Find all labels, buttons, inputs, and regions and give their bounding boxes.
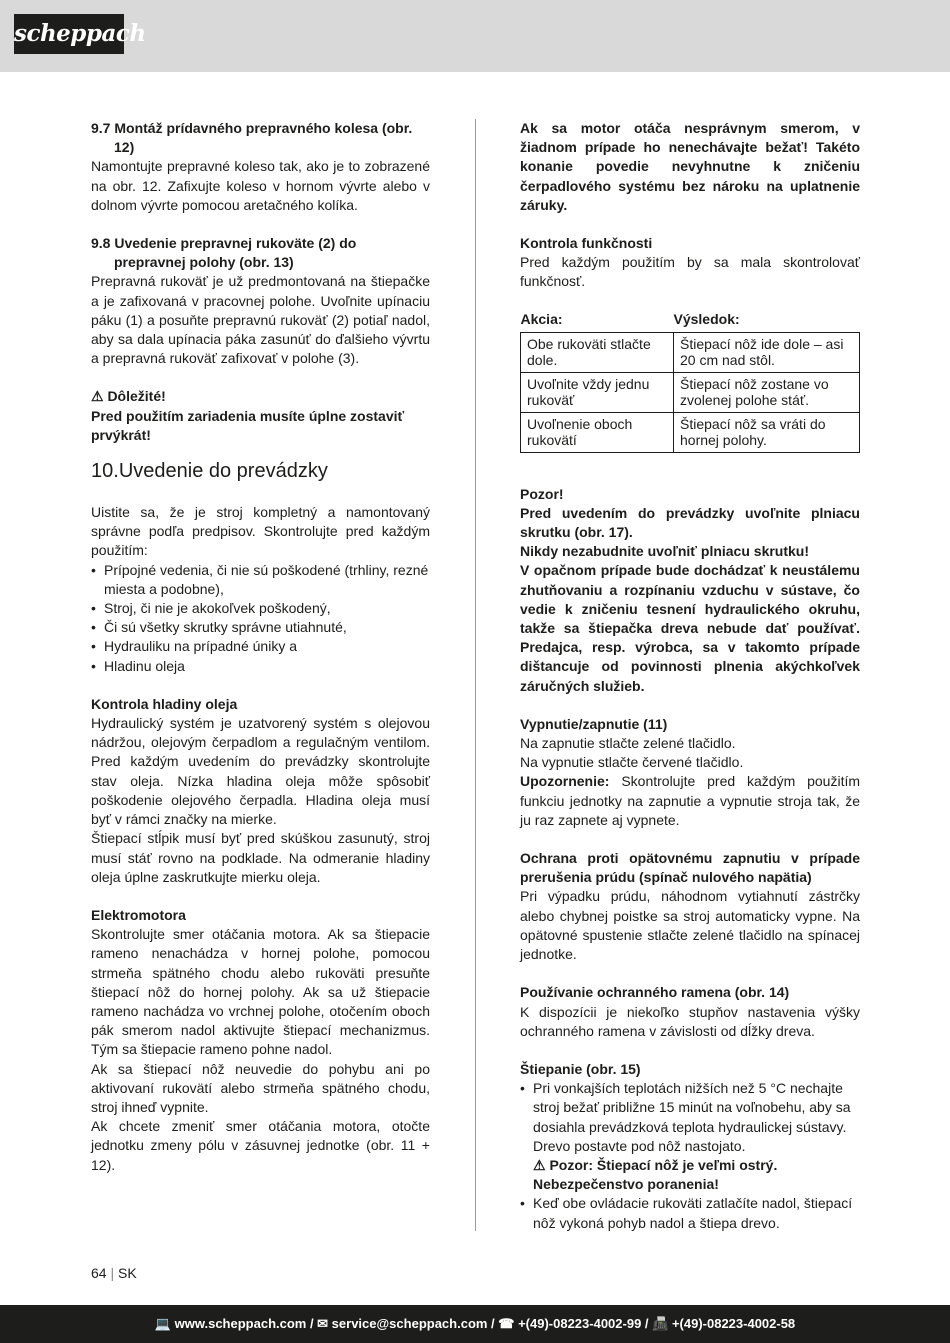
oil-check-body: Hydraulický systém je uzatvorený systém s olejovou nádržou, olejovým čerpadlom a regulačným ventilom. Pred každým uvedením do prevádzky skontrolujte stav oleja. Nízka hladina oleja môže spôsobiť poškodenie olejového čerpadla. Hladina oleja musí byť v rámci značky na mierke. [91,715,430,828]
table-cell: Štiepací nôž zostane vo zvolenej polohe stáť. [674,372,860,412]
guard-body: K dispozícii je niekoľko stupňov nastavenia výšky ochranného ramena v závislosti od dĺžky dreva. [520,1003,860,1039]
table-row [521,412,860,452]
table-cell: Uvoľnite vždy jednu rukoväť [521,372,674,412]
left-column [91,119,430,1175]
function-check-body: Pred každým použitím by sa mala skontrolovať funkčnosť. [520,254,860,290]
motor-direction-warning: Ak sa motor otáča nesprávnym smerom, v žiadnom prípade ho nenechávajte bežať! Takéto konanie povedie nevyhnutne k zničeniu čerpadlového systému bez nároku na uplatnenie záruky. [520,120,860,213]
section-9-8-title: 9.8 Uvedenie prepravnej rukoväte (2) do prepravnej polohy (obr. 13) [91,235,357,271]
restart-protection-body: Pri výpadku prúdu, náhodnom vytiahnutí zástrčky alebo chybnej poistke sa stroj automaticky vypne. Na opätovné spustenie stlačte zelené tlačidlo na spínacej jednotke. [520,888,860,963]
list-item: • Keď obe ovládacie rukoväti zatlačíte nadol, štiepací nôž vykoná pohyb nadol a štiepa drevo. [520,1194,860,1232]
table-cell: Uvoľnenie oboch rukovätí [521,412,674,452]
motor-title: Elektromotora [91,906,186,923]
pozor-text-3: V opačnom prípade bude dochádzať k neustálemu zhutňovaniu a rozpínaniu vzduchu v sústave, čo vedie k zničeniu tesnení hydraulického okruhu, takže sa štiepačka dreva nebude dať používať. Predajca, resp. výrobca, sa v takomto prípade dištancuje od povinnosti plnenia akýchkoľvek záručných služieb. [520,562,860,694]
motor-body-2: Ak sa štiepací nôž neuvedie do pohybu ani po aktivovaní rukovätí alebo strmeňa spätného chodu, stroj ihneď vypnite. [91,1060,430,1115]
checklist [91,561,430,676]
pozor-label: Pozor! [520,485,564,502]
guard-title: Používanie ochranného ramena (obr. 14) [520,984,790,1001]
right-column [520,119,860,1233]
table-row [521,332,860,372]
scheppach-logo: scheppach [14,14,124,54]
important-text: Pred použitím zariadenia musíte úplne zostaviť prvýkrát! [91,407,405,443]
important-label: ⚠ Dôležité! [91,388,166,405]
section-10-heading: 10.Uvedenie do prevádzky [91,460,328,483]
motor-body: Skontrolujte smer otáčania motora. Ak sa štiepacie rameno nenachádza v hornej polohe, pomocou strmeňa spätného chodu alebo rukoväti presuňte štiepací nôž do hornej polohy. Ak sa už štiepacie rameno nachádza vo vrchnej polohe, otočením oboch pák smerom nadol aktivujte štiepací mechanizmus. Tým sa štiepacie rameno pohne nadol. [91,926,430,1058]
splitting-warning: ⚠ Pozor: Štiepací nôž je veľmi ostrý. Nebezpečenstvo poranenia! [533,1156,778,1193]
table-header-result: Výsledok: [673,310,740,327]
page-footer [0,1305,950,1343]
table-cell: Štiepací nôž ide dole – asi 20 cm nad stôl. [674,332,860,372]
table-cell: Štiepací nôž sa vráti do hornej polohy. [674,412,860,452]
function-check-table [520,311,860,453]
pozor-text-2: Nikdy nezabudnite uvoľniť plniacu skrutku! [520,543,810,560]
section-9-8-body: Prepravná rukoväť je už predmontovaná na štiepačke a je zafixovaná v pracovnej polohe. Uvoľnite upínaciu páku (1) a posuňte prepravnú rukoväť (2) potiaľ nadol, aby sa dala upínacia páka zasunúť do ďalšieho vývrtu a prepravná rukoväť zafixovať v polohe (3). [91,273,430,367]
list-item: • Hydrauliku na prípadné úniky a [91,637,430,656]
section-9-7-title: 9.7 Montáž prídavného prepravného kolesa (obr. 12) [91,120,413,156]
restart-protection-title: Ochrana proti opätovnému zapnutiu v prípade prerušenia prúdu (spínač nulového napätia) [520,850,860,886]
section-10-intro: Uistite sa, že je stroj kompletný a namontovaný správne podľa predpisov. Skontrolujte pred každým použitím: [91,504,430,559]
column-divider [475,119,476,1231]
motor-body-3: Ak chcete zmeniť smer otáčania motora, otočte jednotku zmeny pólu v zásuvnej jednotke (obr. 11 + 12). [91,1118,430,1173]
contact-line: 💻 www.scheppach.com / ✉ service@scheppach.com / ☎ +(49)-08223-4002-99 / 📠 +(49)-08223-4002-58 [154,1316,796,1331]
switch-note: Upozornenie: Skontrolujte pred každým použitím funkciu jednotky na zapnutie a vypnutie stroja tak, že ju raz zapnete aj vypnete. [520,773,861,828]
oil-check-body-2: Štiepací stĺpik musí byť pred skúškou zasunutý, stroj musí stáť rovno na podklade. Na odmeranie hladiny oleja úplne zaskrutkujte mierku oleja. [91,830,430,885]
table-cell: Obe rukoväti stlačte dole. [521,332,674,372]
page-header [0,0,950,72]
switch-off-text: Na vypnutie stlačte červené tlačidlo. [520,754,744,771]
pozor-text-1: Pred uvedením do prevádzky uvoľnite plniacu skrutku (obr. 17). [520,504,860,541]
list-item: • Hladinu oleja [91,657,430,676]
switch-on-text: Na zapnutie stlačte zelené tlačidlo. [520,735,736,752]
switch-title: Vypnutie/zapnutie (11) [520,715,668,732]
splitting-title: Štiepanie (obr. 15) [520,1060,641,1077]
list-item: • Stroj, či nie je akokoľvek poškodený, [91,599,430,618]
table-row [521,372,860,412]
table-header-action: Akcia: [520,310,563,327]
oil-check-title: Kontrola hladiny oleja [91,695,238,712]
list-item: • Pri vonkajších teplotách nižších než 5 °C nechajte stroj bežať približne 15 minút na voľnobehu, aby sa dosiahla prevádzková teplota hydraulickej sústavy. Drevo postavte pod nôž nastojato. ⚠ Pozor: Štiepací nôž je veľmi ostrý. Nebezpečenstvo poranenia! [520,1079,860,1194]
function-check-title: Kontrola funkčnosti [520,235,653,252]
list-item: • Či sú všetky skrutky správne utiahnuté, [91,618,430,637]
splitting-list [520,1079,860,1233]
section-9-7-body: Namontujte prepravné koleso tak, ako je to zobrazené na obr. 12. Zafixujte koleso v hornom vývrte alebo v dolnom vývrte pomocou aretačného kolíka. [91,158,430,213]
list-item: • Prípojné vedenia, či nie sú poškodené (trhliny, rezné miesta a podobne), [91,561,430,599]
page-number: 64 | SK [91,1265,137,1281]
